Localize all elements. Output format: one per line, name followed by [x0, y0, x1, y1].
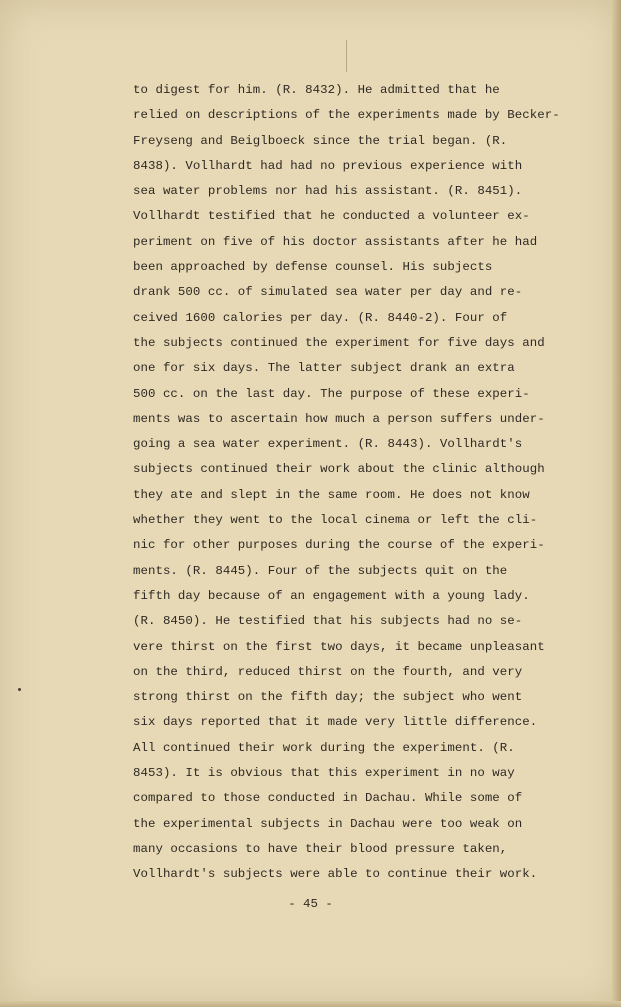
text-line: periment on five of his doctor assistants after he had — [133, 234, 538, 249]
text-line: to digest for him. (R. 8432). He admitted that he — [133, 83, 500, 97]
text-line: the subjects continued the experiment for five days and — [133, 335, 545, 350]
text-line: Freyseng and Beiglboeck since the trial began. (R. — [133, 133, 508, 148]
text-line: ceived 1600 calories per day. (R. 8440-2). Four of — [133, 310, 508, 325]
text-line: 500 cc. on the last day. The purpose of these experi- — [133, 386, 530, 401]
text-line: whether they went to the local cinema or left the cli- — [133, 513, 538, 528]
body-text — [133, 78, 563, 888]
text-line: Vollhardt's subjects were able to continue their work. — [133, 867, 538, 882]
text-line: one for six days. The latter subject drank an extra — [133, 361, 515, 376]
text-line: 8438). Vollhardt had had no previous experience with — [133, 158, 523, 173]
margin-mark — [18, 688, 21, 691]
text-line: sea water problems nor had his assistant. (R. 8451). — [133, 184, 523, 199]
text-line: on the third, reduced thirst on the fourth, and very — [133, 664, 523, 679]
text-line: drank 500 cc. of simulated sea water per day and re- — [133, 285, 523, 300]
page-edge-right — [612, 0, 621, 1007]
text-line: ments. (R. 8445). Four of the subjects quit on the — [133, 563, 508, 578]
page-number: - 45 - — [288, 897, 333, 911]
text-line: they ate and slept in the same room. He does not know — [133, 487, 530, 502]
text-line: going a sea water experiment. (R. 8443). Vollhardt's — [133, 437, 523, 452]
text-line: fifth day because of an engagement with a young lady. — [133, 588, 530, 603]
text-line: 8453). It is obvious that this experiment in no way — [133, 766, 515, 781]
text-line: been approached by defense counsel. His subjects — [133, 260, 493, 275]
text-line: six days reported that it made very little difference. — [133, 715, 538, 730]
paper-crease-mark — [346, 40, 347, 72]
text-line: the experimental subjects in Dachau were too weak on — [133, 816, 523, 831]
text-line: vere thirst on the first two days, it became unpleasant — [133, 639, 545, 654]
text-line: relied on descriptions of the experiments made by Becker- — [133, 108, 560, 123]
text-line: many occasions to have their blood pressure taken, — [133, 841, 508, 856]
text-line: strong thirst on the fifth day; the subject who went — [133, 690, 523, 705]
text-line: nic for other purposes during the course of the experi- — [133, 538, 545, 553]
text-line: ments was to ascertain how much a person suffers under- — [133, 411, 545, 426]
text-line: Vollhardt testified that he conducted a volunteer ex- — [133, 209, 530, 224]
page-edge-bottom — [0, 1001, 621, 1007]
text-line: compared to those conducted in Dachau. While some of — [133, 791, 523, 806]
text-line: subjects continued their work about the clinic although — [133, 462, 545, 477]
text-line: All continued their work during the experiment. (R. — [133, 740, 515, 755]
text-line: (R. 8450). He testified that his subjects had no se- — [133, 614, 523, 629]
